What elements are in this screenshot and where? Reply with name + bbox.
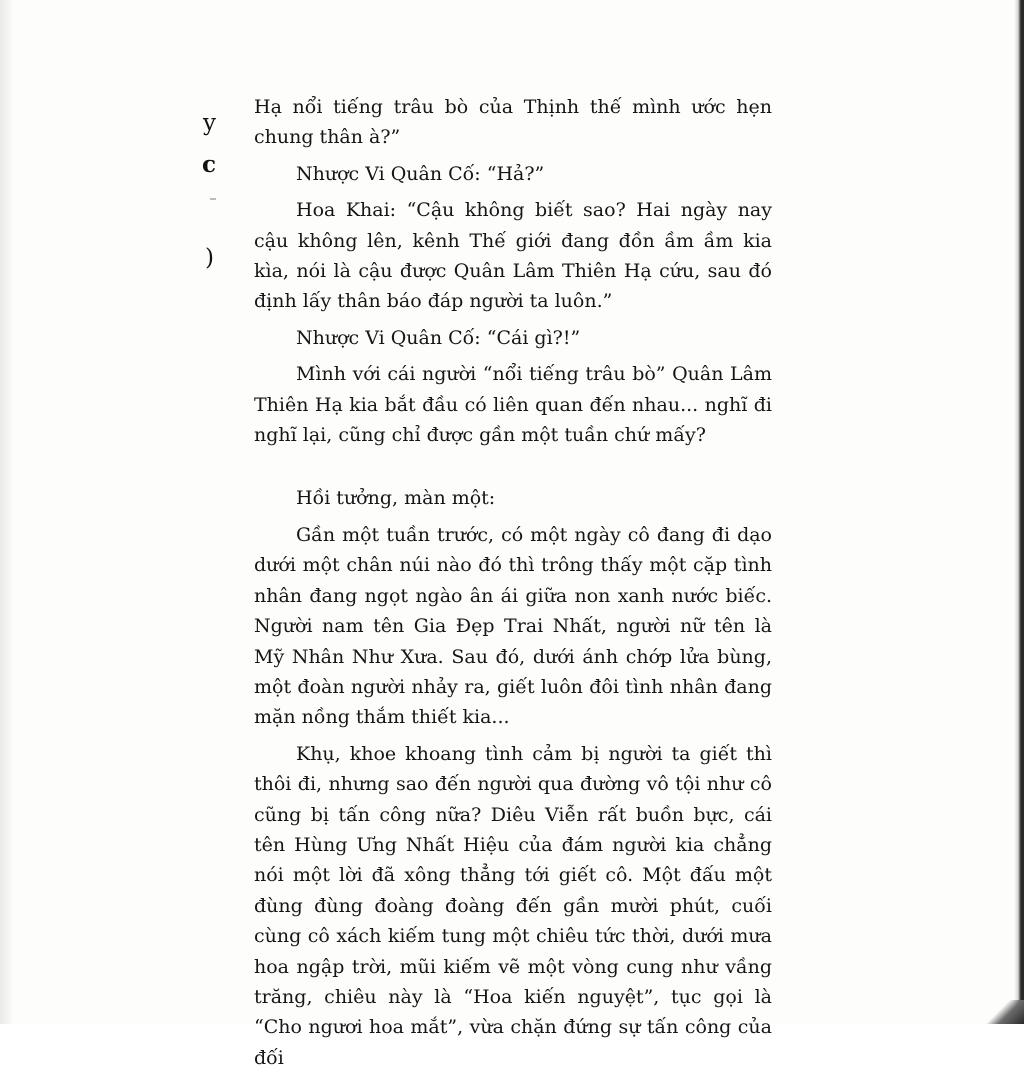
paragraph: Mình với cái người “nổi tiếng trâu bò” Quân Lâm Thiên Hạ kia bắt đầu có liên quan đến nhau... nghĩ đi nghĩ lại, cũng chỉ được gần một tuần chứ mấy? [254, 363, 772, 447]
gutter-shadow [0, 0, 14, 1024]
paragraph: Khụ, khoe khoang tình cảm bị người ta giết thì thôi đi, nhưng sao đến người qua đường vô tội như cô cũng bị tấn công nữa? Diêu Viễn rất buồn bực, cái tên Hùng Ưng Nhất Hiệu của đám người kia chẳng nói một lời đã xông thẳng tới giết cô. Một đấu một đùng đùng đoàng đoàng đến gần mười phút, cuối cùng cô xách kiếm tung một chiêu tức thời, dưới mưa hoa ngập trời, mũi kiếm vẽ một vòng cung như vầng trăng, chiêu này là “Hoa kiến nguyệt”, tục gọi là “Cho ngươi hoa mắt”, vừa chặn đứng sự tấn công của đối [254, 742, 772, 1069]
margin-fragment: y [203, 110, 216, 136]
margin-mark [210, 198, 216, 200]
paragraph: Hoa Khai: “Cậu không biết sao? Hai ngày nay cậu không lên, kênh Thế giới đang đồn ầm ầm kia kìa, nói là cậu được Quân Lâm Thiên Hạ cứu, sau đó định lấy thân báo đáp người ta luôn.” [254, 199, 772, 313]
margin-fragment: ) [205, 245, 214, 271]
paragraph: Nhược Vi Quân Cố: “Cái gì?!” [296, 326, 581, 349]
body-text [254, 92, 772, 1079]
paragraph: Gần một tuần trước, có một ngày cô đang đi dạo dưới một chân núi nào đó thì trông thấy một cặp tình nhân đang ngọt ngào ân ái giữa non xanh nước biếc. Người nam tên Gia Đẹp Trai Nhất, người nữ tên là Mỹ Nhân Như Xưa. Sau đó, dưới ánh chớp lửa bùng, một đoàn người nhảy ra, giết luôn đôi tình nhân đang mặn nồng thắm thiết kia... [254, 523, 772, 729]
section-heading: Hồi tưởng, màn một: [296, 487, 496, 510]
page-corner [984, 1000, 1024, 1024]
paragraph: Nhược Vi Quân Cố: “Hả?” [296, 162, 545, 185]
page-edge [1014, 0, 1024, 1024]
paragraph: Hạ nổi tiếng trâu bò của Thịnh thế mình ước hẹn chung thân à?” [254, 96, 772, 149]
margin-fragment: c [202, 151, 217, 178]
